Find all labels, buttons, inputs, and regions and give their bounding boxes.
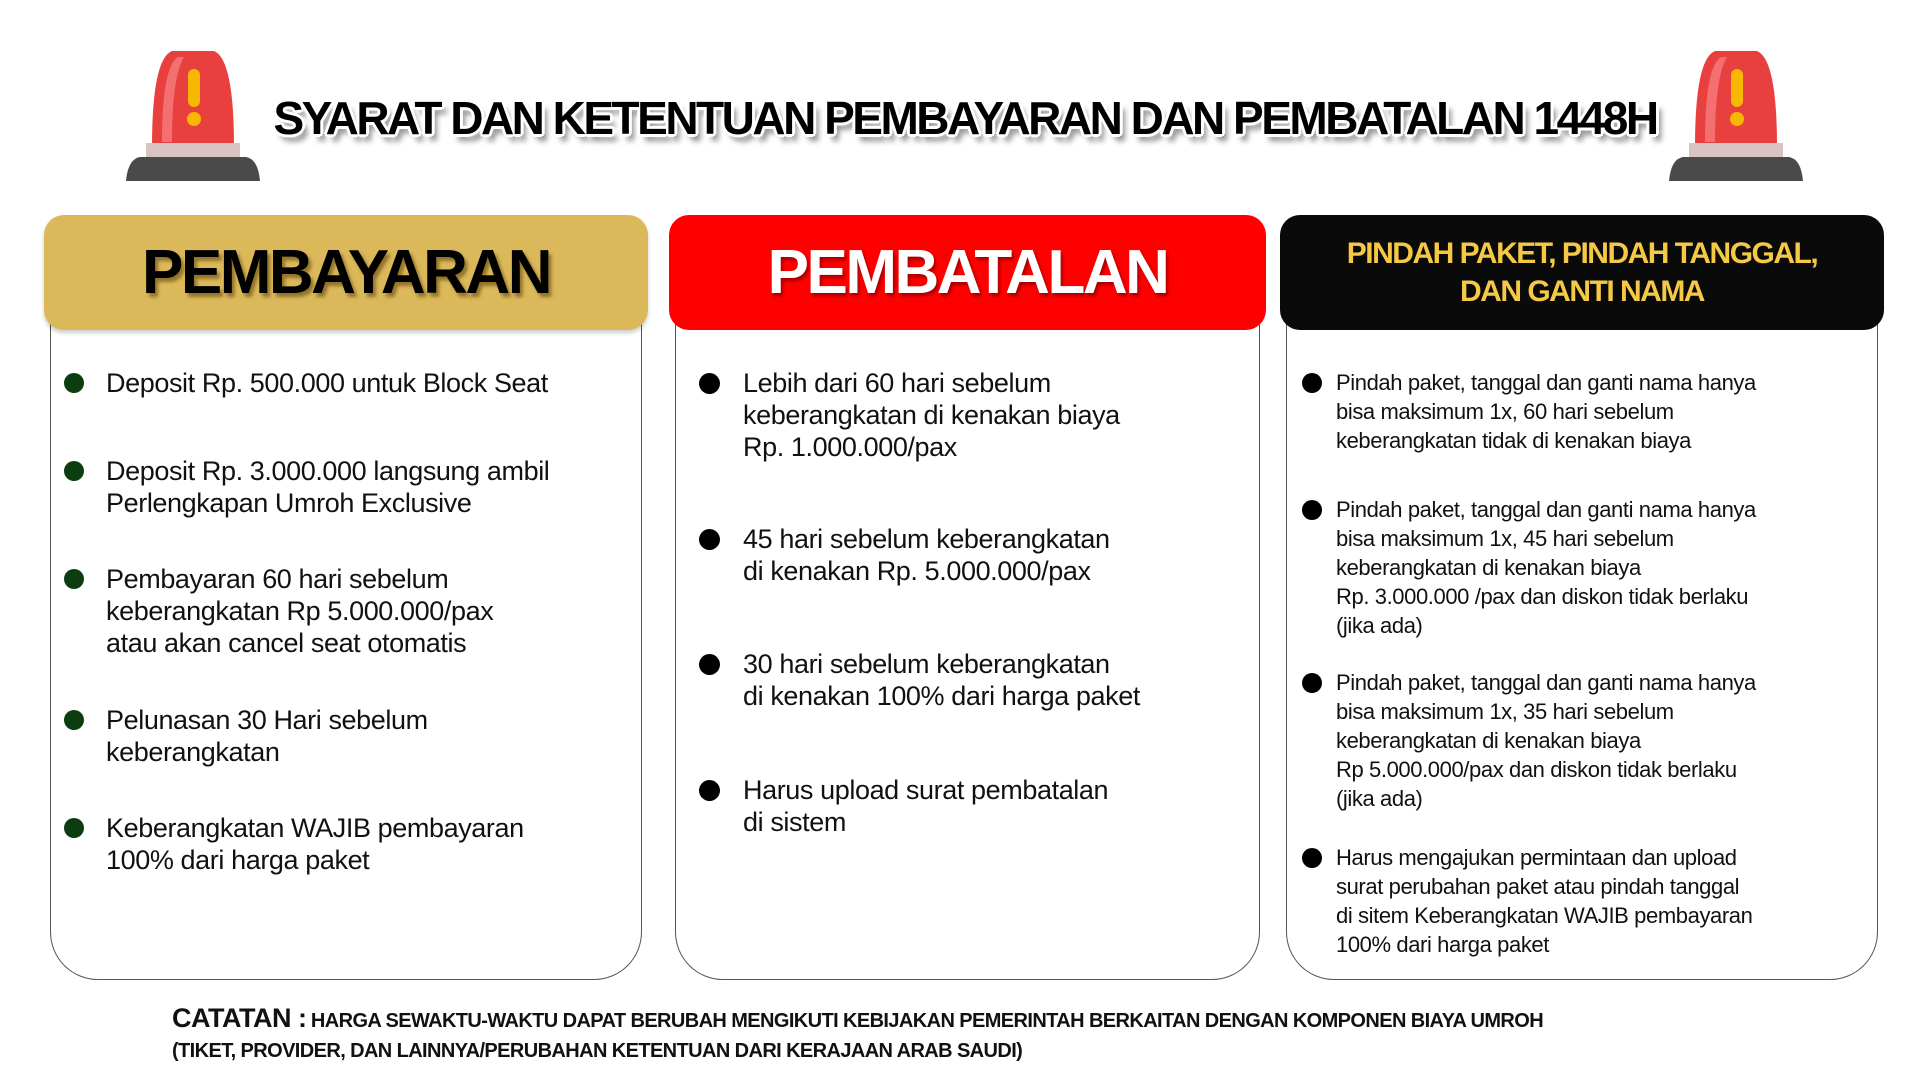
list-item-text: Pindah paket, tanggal dan ganti nama hanya bisa maksimum 1x, 45 hari sebelum keberangkatan di kenakan biaya Rp. 3.000.000 /pax dan diskon tidak berlaku (jika ada) [1336,497,1756,638]
pembatalan-header-text: PEMBATALAN [767,237,1168,307]
list-item [699,648,1258,712]
bullet-icon [64,373,84,393]
pembayaran-header-text: PEMBAYARAN [142,237,550,307]
list-item [1302,843,1876,959]
siren-alarm-icon [1665,47,1807,183]
list-item [64,812,640,876]
list-item-text: Lebih dari 60 hari sebelum keberangkatan di kenakan biaya Rp. 1.000.000/pax [743,368,1120,462]
pembatalan-column [669,215,1266,980]
pindah-paket-header [1280,215,1884,330]
bullet-icon [64,461,84,481]
list-item [64,563,640,659]
list-item-text: Harus mengajukan permintaan dan upload surat perubahan paket atau pindah tanggal di sitem Keberangkatan WAJIB pembayaran 100% dari harga paket [1336,845,1753,957]
list-item-text: Pindah paket, tanggal dan ganti nama hanya bisa maksimum 1x, 35 hari sebelum keberangkatan di kenakan biaya Rp 5.000.000/pax dan diskon tidak berlaku (jika ada) [1336,670,1756,811]
pembayaran-column [44,215,648,980]
pembayaran-header [44,215,648,330]
bullet-icon [64,818,84,838]
list-item [1302,668,1876,813]
list-item-text: Pindah paket, tanggal dan ganti nama hanya bisa maksimum 1x, 60 hari sebelum keberangkatan tidak di kenakan biaya [1336,370,1756,453]
list-item-text: Pelunasan 30 Hari sebelum keberangkatan [106,705,428,767]
bullet-icon [699,780,720,801]
footer-note [172,1004,1852,1067]
page-title: SYARAT DAN KETENTUAN PEMBAYARAN DAN PEMBATALAN 1448H [273,92,1657,144]
list-item [64,704,640,768]
list-item-text: Keberangkatan WAJIB pembayaran 100% dari harga paket [106,813,524,875]
bullet-icon [1302,500,1322,520]
list-item-text: Pembayaran 60 hari sebelum keberangkatan Rp 5.000.000/pax atau akan cancel seat otomatis [106,564,494,658]
list-item [699,523,1258,587]
footer-line-2 [172,1037,1852,1067]
list-item-text: Harus upload surat pembatalan di sistem [743,775,1109,837]
footer-text-2: (TIKET, PROVIDER, DAN LAINNYA/PERUBAHAN KETENTUAN DARI KERAJAAN ARAB SAUDI) [172,1040,1023,1062]
pindah-paket-header-line1: PINDAH PAKET, PINDAH TANGGAL, [1346,236,1818,270]
list-item-text: 30 hari sebelum keberangkatan di kenakan 100% dari harga paket [743,649,1140,711]
bullet-icon [64,710,84,730]
footer-text-1: HARGA SEWAKTU-WAKTU DAPAT BERUBAH MENGIKUTI KEBIJAKAN PEMERINTAH BERKAITAN DENGAN KOMPONEN BIAYA UMROH [310,1010,1544,1032]
list-item [64,455,640,519]
pindah-paket-header-line2: DAN GANTI NAMA [1460,274,1704,308]
bullet-icon [1302,373,1322,393]
list-item [699,774,1258,838]
bullet-icon [1302,673,1322,693]
list-item [1302,495,1876,640]
list-item-text: Deposit Rp. 500.000 untuk Block Seat [106,368,548,398]
list-item-text: Deposit Rp. 3.000.000 langsung ambil Perlengkapan Umroh Exclusive [106,456,550,518]
footer-line-1 [172,1004,1852,1037]
bullet-icon [699,529,720,550]
bullet-icon [64,569,84,589]
list-item [1302,368,1876,455]
page-title-container [270,78,1660,168]
bullet-icon [699,654,720,675]
pindah-paket-column [1280,215,1884,980]
siren-alarm-icon [122,47,264,183]
bullet-icon [699,373,720,394]
pembatalan-header [669,215,1266,330]
list-item [699,367,1258,463]
bullet-icon [1302,848,1322,868]
footer-label: CATATAN : [172,1003,307,1033]
list-item-text: 45 hari sebelum keberangkatan di kenakan Rp. 5.000.000/pax [743,524,1110,586]
list-item [64,367,640,399]
